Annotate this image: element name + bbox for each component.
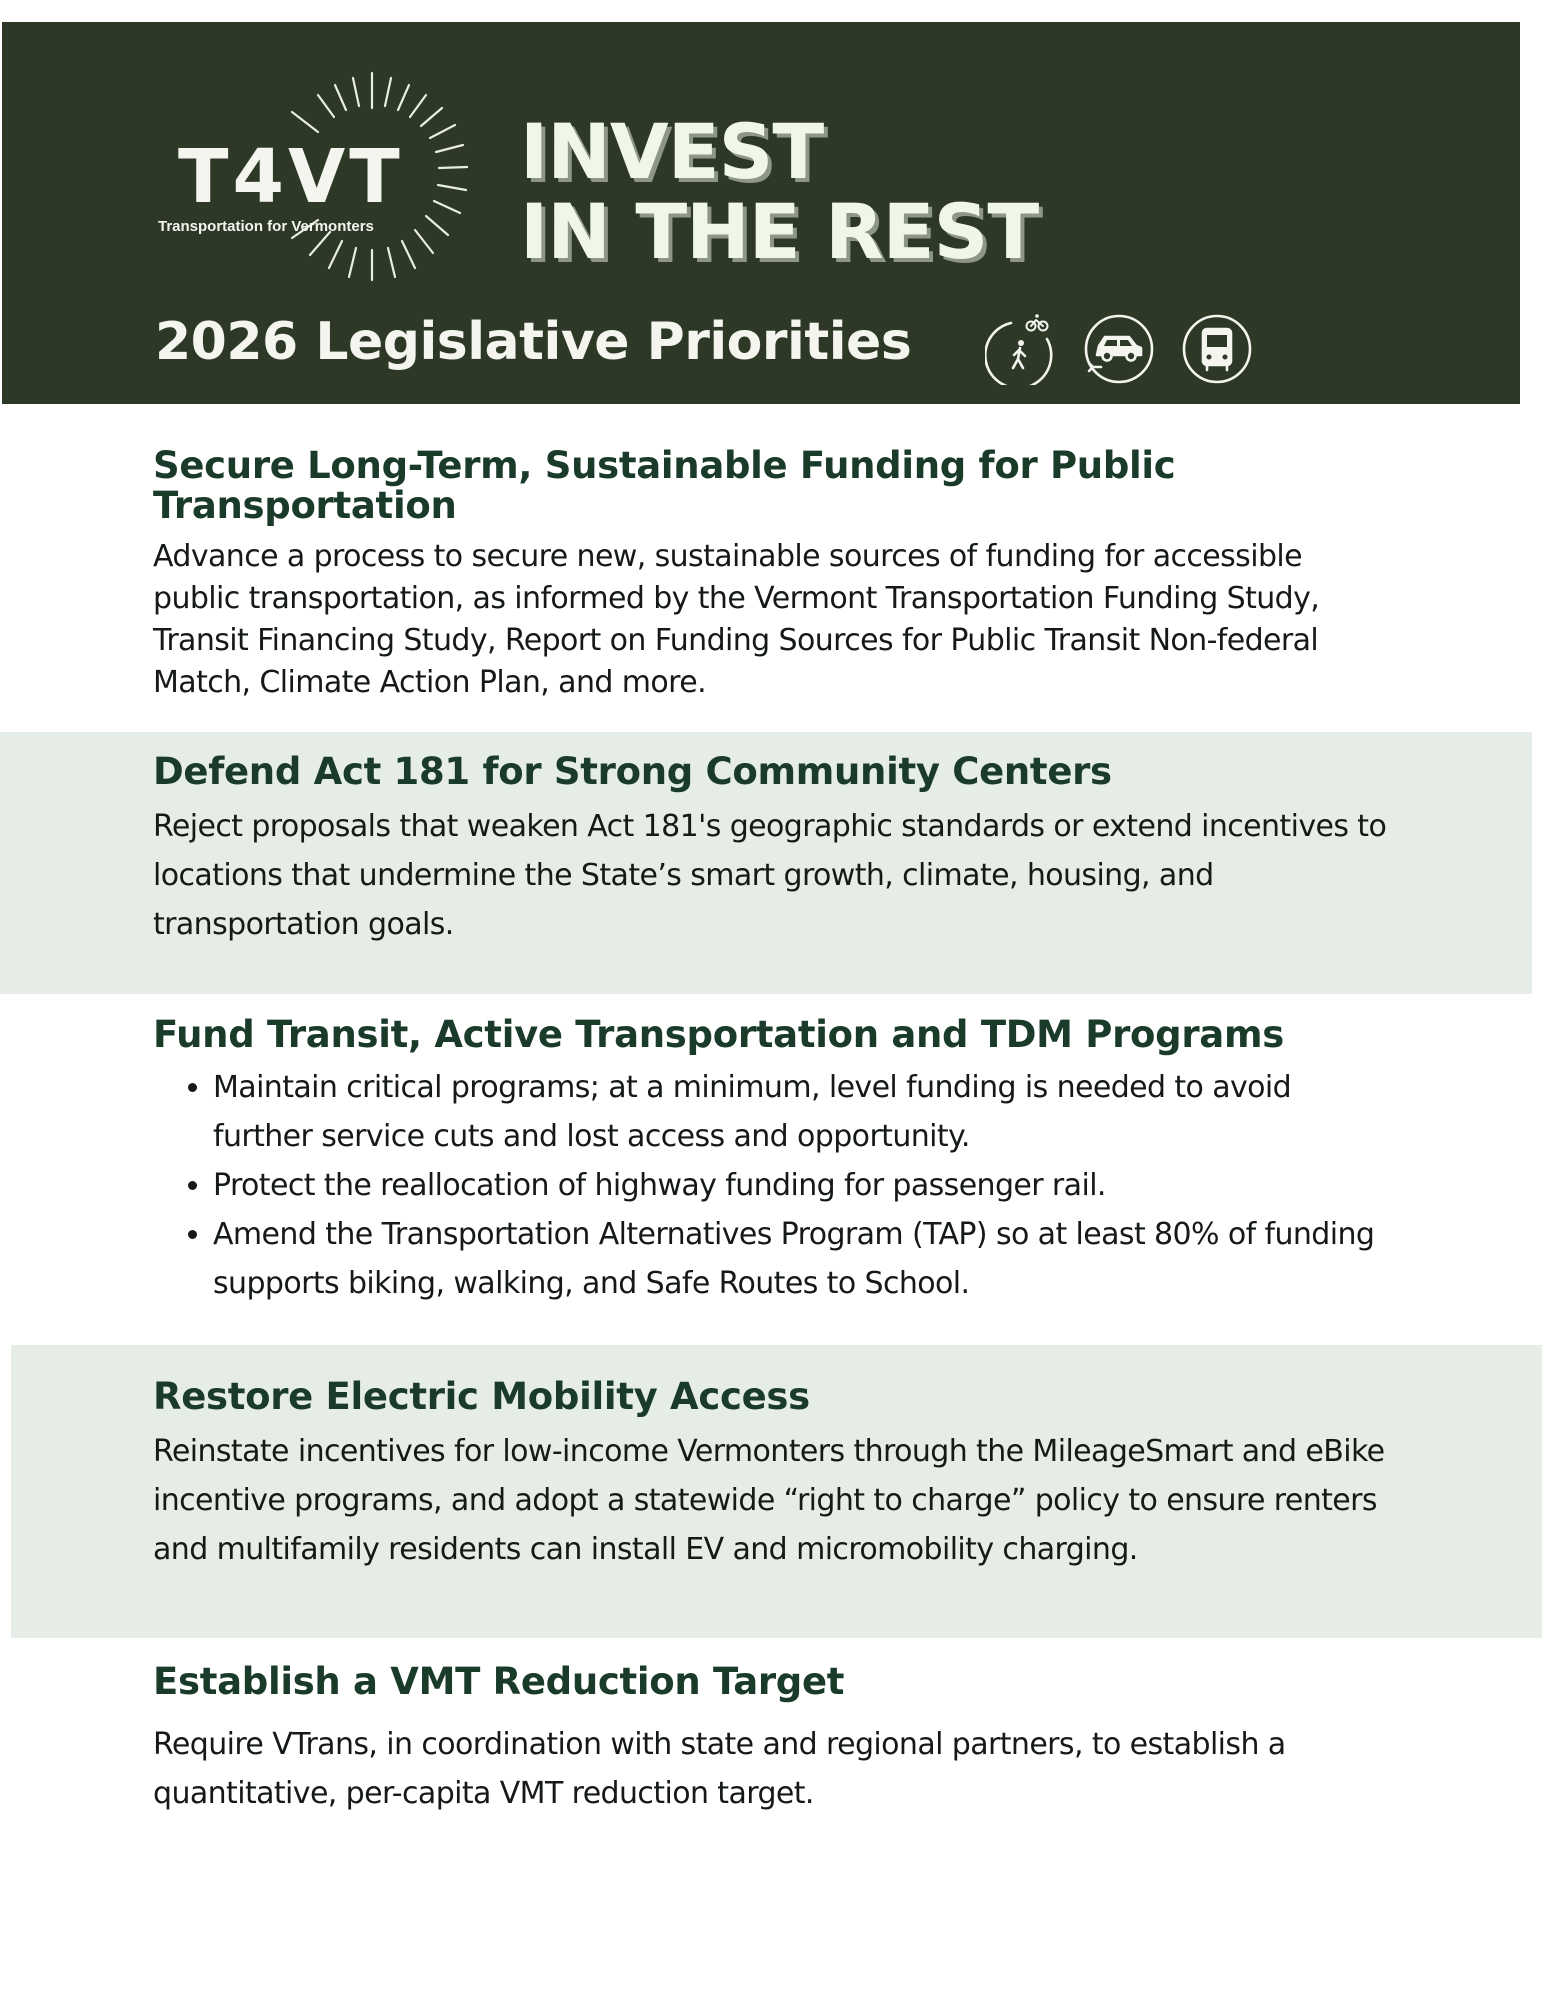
campaign-headline	[520, 107, 1039, 276]
priority-title: Establish a VMT Reduction Target	[153, 1660, 845, 1703]
headline-line-2: IN THE REST	[520, 187, 1039, 276]
priority-fund-transit	[153, 1015, 1393, 1308]
priority-body: Advance a process to secure new, sustainable sources of funding for accessible public transportation, as informed by the Vermont Transportation Funding Study, Transit Financing Study, Report on Funding Sources for Public Transit Non-federal Match, Climate Action Plan, and more.	[153, 539, 1320, 700]
priority-vmt-target	[153, 1662, 1393, 1818]
priority-body: Reject proposals that weaken Act 181's geographic standards or extend incentives to locations that undermine the State’s smart growth, climate, housing, and transportation goals.	[153, 809, 1387, 942]
priority-funding	[153, 446, 1393, 704]
priority-body: Require VTrans, in coordination with state and regional partners, to establish a quantitative, per-capita VMT reduction target.	[153, 1727, 1286, 1811]
priority-electric-mobility	[153, 1377, 1393, 1574]
list-item: • Protect the reallocation of highway funding for passenger rail.	[213, 1161, 1393, 1210]
t4vt-logo	[150, 70, 500, 320]
priority-act-181	[153, 752, 1393, 949]
priority-bullet-list	[153, 1063, 1393, 1308]
walk-bike-icon	[985, 313, 1057, 385]
headline-line-1: INVEST	[520, 107, 824, 196]
bus-icon	[1181, 313, 1253, 385]
priority-title: Restore Electric Mobility Access	[153, 1375, 810, 1418]
priority-title: Fund Transit, Active Transportation and TDM Programs	[153, 1013, 1284, 1056]
priority-title: Defend Act 181 for Strong Community Centers	[153, 750, 1112, 793]
logo-wordmark: T4VT	[178, 134, 404, 220]
list-item: • Maintain critical programs; at a minimum, level funding is needed to avoid further service cuts and lost access and opportunity.	[213, 1063, 1393, 1161]
priority-title: Secure Long-Term, Sustainable Funding for Public Transportation	[153, 444, 1176, 527]
page-title: 2026 Legislative Priorities	[155, 312, 912, 372]
electric-car-icon	[1083, 313, 1155, 385]
priority-body: Reinstate incentives for low-income Vermonters through the MileageSmart and eBike incentive programs, and adopt a statewide “right to charge” policy to ensure renters and multifamily residents can install EV and micromobility charging.	[153, 1434, 1385, 1567]
logo-tagline: Transportation for Vermonters	[158, 218, 374, 235]
list-item: • Amend the Transportation Alternatives Program (TAP) so at least 80% of funding supports biking, walking, and Safe Routes to School.	[213, 1210, 1393, 1308]
